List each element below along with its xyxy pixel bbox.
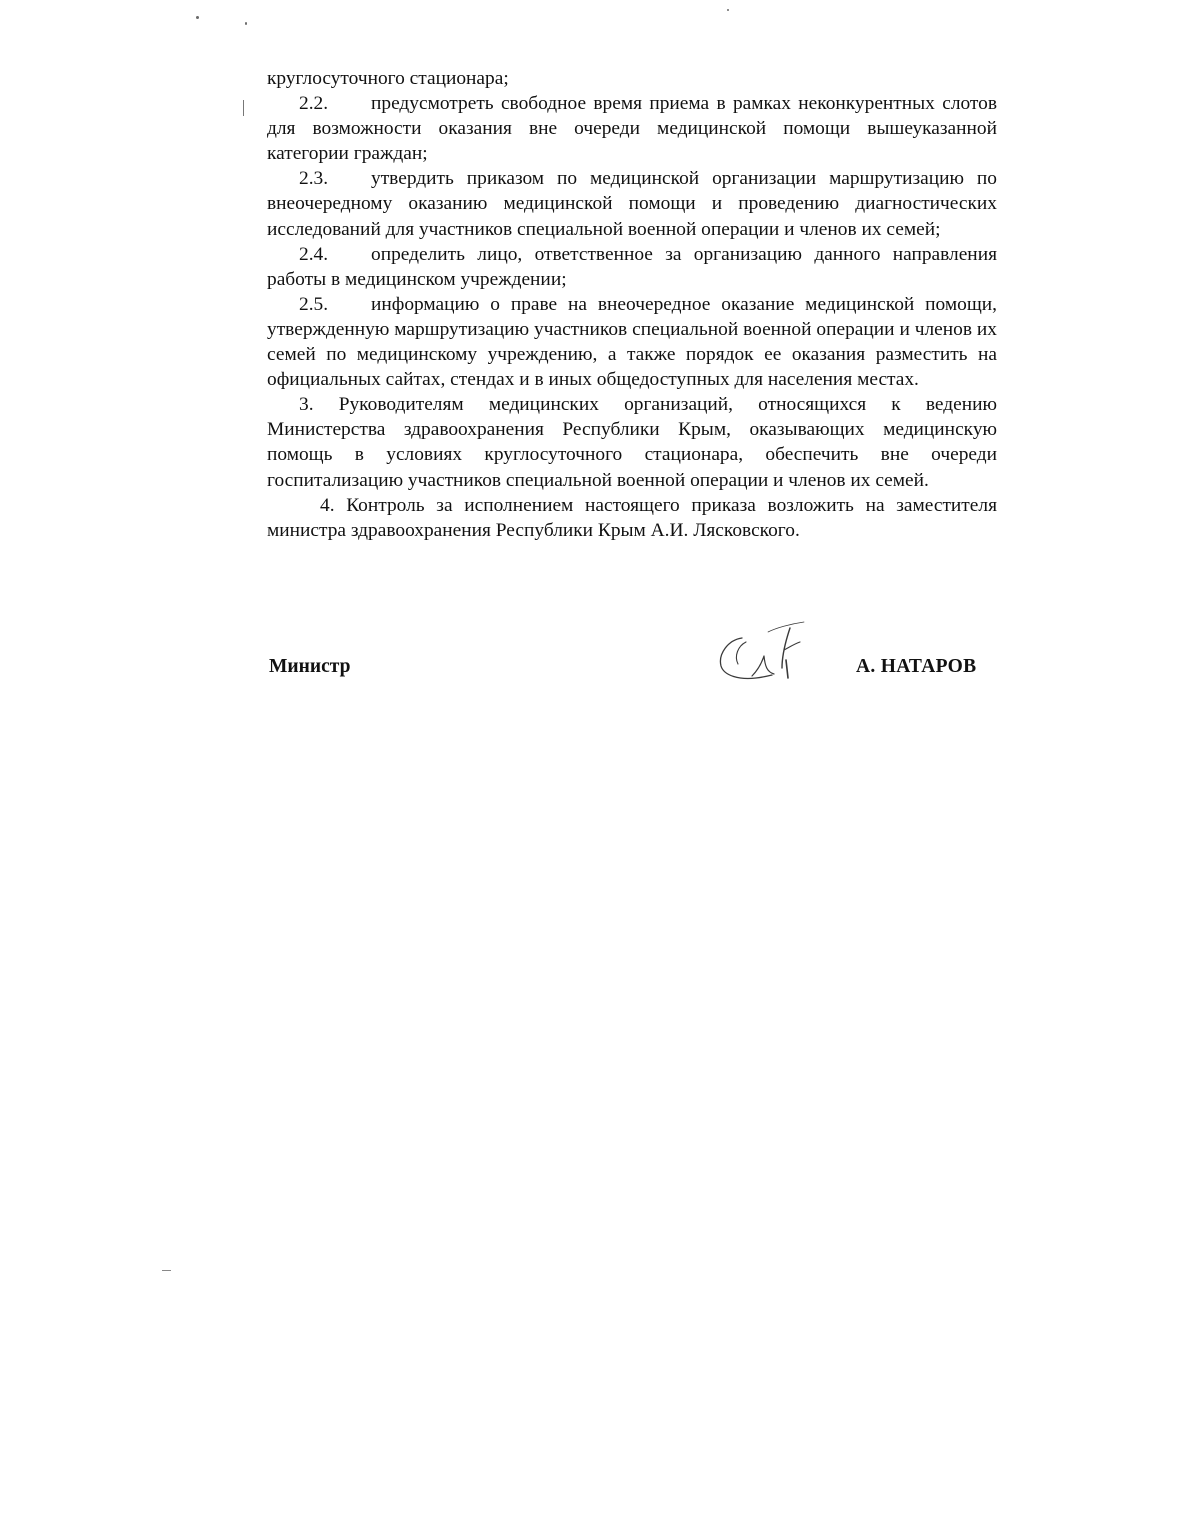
scan-speck (196, 16, 199, 19)
continuation-line: круглосуточного стационара; (267, 68, 509, 89)
item-2-4 (267, 242, 997, 292)
paragraph-4: 4. Контроль за исполнением настоящего приказа возложить на заместителя министра здравоохранения Республики Крым А.И. Лясковского. (267, 494, 997, 541)
signatory-title: Министр (269, 656, 351, 677)
item-text: предусмотреть свободное время приема в рамках неконкурентных слотов для возможности оказания вне очереди медицинской помощи вышеуказанной категории граждан; (267, 93, 997, 165)
item-number: 2.4. (299, 243, 329, 265)
document-body (267, 66, 997, 543)
margin-mark (162, 1270, 171, 1271)
item-number: 2.3. (299, 168, 329, 190)
margin-mark (243, 100, 244, 116)
item-2-5 (267, 292, 997, 392)
item-number: 2.5. (299, 293, 329, 315)
item-text: определить лицо, ответственное за организацию данного направления работы в медицинском учреждении; (267, 243, 997, 290)
item-2-3 (267, 166, 997, 241)
paragraph-3: 3. Руководителям медицинских организаций, относящихся к ведению Министерства здравоохранения Республики Крым, оказывающих медицинскую помощь в условиях круглосуточного стационара, обеспечить вне очереди госпитализацию участников специальной военной операции и членов их семей. (267, 394, 997, 491)
item-number: 2.2. (299, 93, 329, 115)
scan-speck (727, 9, 729, 11)
item-text: утвердить приказом по медицинской организации маршрутизацию по внеочередному оказанию медицинской помощи и проведению диагностических исследований для участников специальной военной операции и членов их семей; (267, 168, 997, 240)
scan-speck (245, 22, 247, 25)
item-2-2 (267, 91, 997, 166)
signature-block (0, 652, 1200, 692)
signatory-name: А. НАТАРОВ (856, 656, 977, 677)
item-text: информацию о праве на внеочередное оказание медицинской помощи, утвержденную маршрутизацию участников специальной военной операции и членов их семей по медицинскому учреждению, а также порядок ее оказания разместить на официальных сайтах, стендах и в иных общедоступных для населения местах. (267, 293, 997, 391)
